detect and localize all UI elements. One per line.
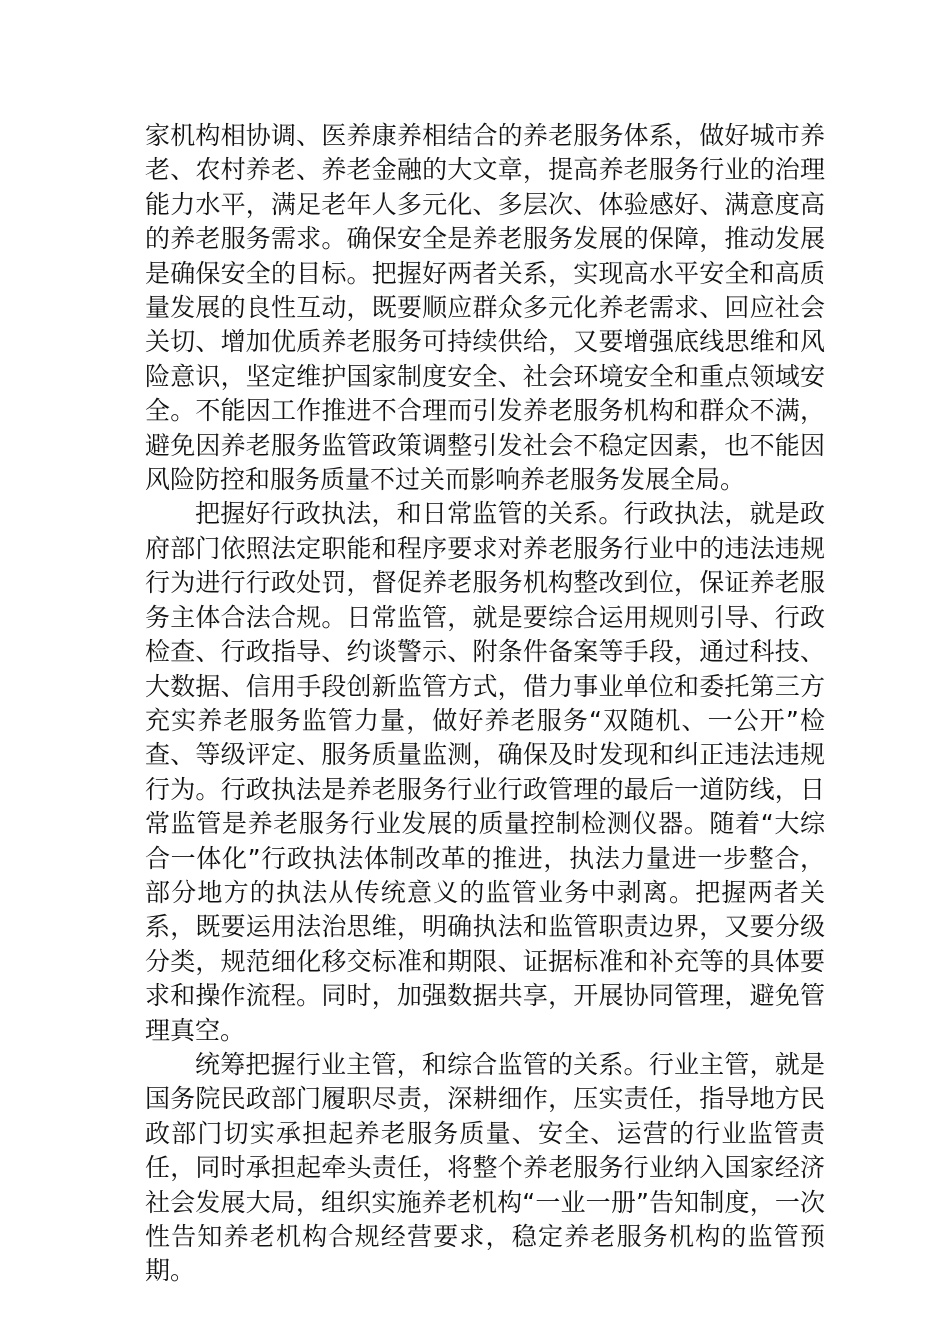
paragraph-2: 把握好行政执法，和日常监管的关系。行政执法，就是政府部门依照法定职能和程序要求对养老服务行业中的违法违规行为进行行政处罚，督促养老服务机构整改到位，保证养老服务主体合法合规。日常监管，就是要综合运用规则引导、行政检查、行政指导、约谈警示、附条件备案等手段，通过科技、大数据、信用手段创新监管方式，借力事业单位和委托第三方充实养老服务监管力量，做好养老服务“双随机、一公开”检查、等级评定、服务质量监测，确保及时发现和纠正违法违规行为。行政执法是养老服务行业行政管理的最后一道防线，日常监管是养老服务行业发展的质量控制检测仪器。随着“大综合一体化”行政执法体制改革的推进，执法力量进一步整合，部分地方的执法从传统意义的监管业务中剥离。把握两者关系，既要运用法治思维，明确执法和监管职责边界，又要分级分类，规范细化移交标准和期限、证据标准和补充等的具体要求和操作流程。同时，加强数据共享，开展协同管理，避免管理真空。 bbox=[145, 499, 825, 1045]
paragraph-1: 家机构相协调、医养康养相结合的养老服务体系，做好城市养老、农村养老、养老金融的大文章，提高养老服务行业的治理能力水平，满足老年人多元化、多层次、体验感好、满意度高的养老服务需求。确保安全是养老服务发展的保障，推动发展是确保安全的目标。把握好两者关系，实现高水平安全和高质量发展的良性互动，既要顺应群众多元化养老需求、回应社会关切、增加优质养老服务可持续供给，又要增强底线思维和风险意识，坚定维护国家制度安全、社会环境安全和重点领域安全。不能因工作推进不合理而引发养老服务机构和群众不满，避免因养老服务监管政策调整引发社会不稳定因素，也不能因风险防控和服务质量不过关而影响养老服务发展全局。 bbox=[145, 121, 825, 495]
body-text bbox=[145, 119, 825, 1289]
paragraph-3: 统筹把握行业主管，和综合监管的关系。行业主管，就是国务院民政部门履职尽责，深耕细作，压实责任，指导地方民政部门切实承担起养老服务质量、安全、运营的行业监管责任，同时承担起牵头责任，将整个养老服务行业纳入国家经济社会发展大局，组织实施养老机构“一业一册”告知制度，一次性告知养老机构合规经营要求，稳定养老服务机构的监管预期。 bbox=[145, 1049, 825, 1286]
